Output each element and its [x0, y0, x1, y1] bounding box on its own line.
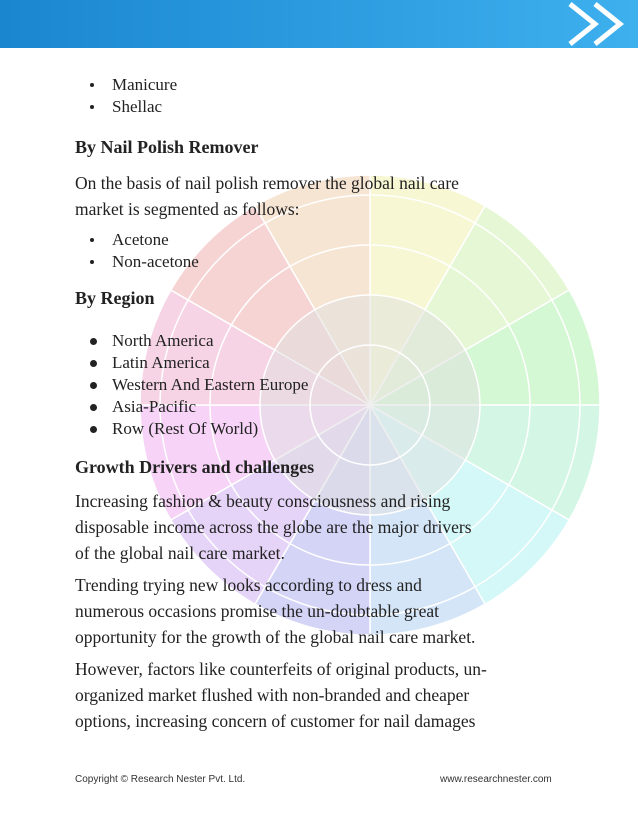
footer-website-link[interactable]: www.researchnester.com	[440, 774, 552, 785]
text-line: On the basis of nail polish remover the global nail care	[75, 173, 459, 193]
list-item-label: Latin America	[112, 353, 210, 372]
list-item	[90, 96, 177, 118]
list-item-label: Acetone	[112, 230, 169, 249]
remover-intro	[75, 170, 575, 222]
list-item	[90, 74, 177, 96]
list-item-label: Non-acetone	[112, 252, 199, 271]
text-line: Trending trying new looks according to dress and	[75, 575, 422, 595]
header-banner	[0, 0, 638, 58]
list-item-label: Asia-Pacific	[112, 397, 197, 416]
list-item	[90, 251, 199, 273]
nail-art-list	[90, 74, 177, 118]
list-item	[90, 229, 199, 251]
list-item	[90, 396, 308, 418]
bullet-icon	[90, 238, 94, 242]
text-line: market is segmented as follows:	[75, 199, 300, 219]
footer-copyright: Copyright © Research Nester Pvt. Ltd.	[75, 774, 246, 785]
bullet-icon	[90, 260, 94, 264]
text-line: disposable income across the globe are the major drivers	[75, 517, 472, 537]
bullet-icon	[90, 83, 94, 87]
section-heading-growth: Growth Drivers and challenges	[75, 457, 315, 477]
list-item-label: Manicure	[112, 75, 178, 94]
remover-list	[90, 229, 199, 273]
list-item-label: North America	[112, 331, 214, 350]
bullet-icon	[90, 105, 94, 109]
list-item-label: Row (Rest Of World)	[112, 419, 259, 438]
growth-paragraph-1	[75, 488, 575, 566]
list-item-label: Shellac	[112, 97, 163, 116]
text-line: However, factors like counterfeits of original products, un-	[75, 659, 487, 679]
text-line: opportunity for the growth of the global nail care market.	[75, 627, 476, 647]
bullet-icon	[90, 382, 97, 389]
bullet-icon	[90, 404, 97, 411]
text-line: organized market flushed with non-branded and cheaper	[75, 685, 470, 705]
section-heading-remover: By Nail Polish Remover	[75, 137, 259, 157]
list-item	[90, 374, 308, 396]
text-line: options, increasing concern of customer for nail damages	[75, 711, 476, 731]
growth-paragraph-3	[75, 656, 575, 734]
list-item	[90, 418, 308, 440]
growth-paragraph-2	[75, 572, 575, 650]
bullet-icon	[90, 360, 97, 367]
section-heading-region: By Region	[75, 288, 155, 308]
text-line: numerous occasions promise the un-doubtable great	[75, 601, 439, 621]
region-list	[90, 330, 308, 440]
list-item	[90, 352, 308, 374]
bullet-icon	[90, 338, 97, 345]
text-line: Increasing fashion & beauty consciousness and rising	[75, 491, 451, 511]
list-item	[90, 330, 308, 352]
bullet-icon	[90, 426, 97, 433]
list-item-label: Western And Eastern Europe	[112, 375, 309, 394]
text-line: of the global nail care market.	[75, 543, 285, 563]
